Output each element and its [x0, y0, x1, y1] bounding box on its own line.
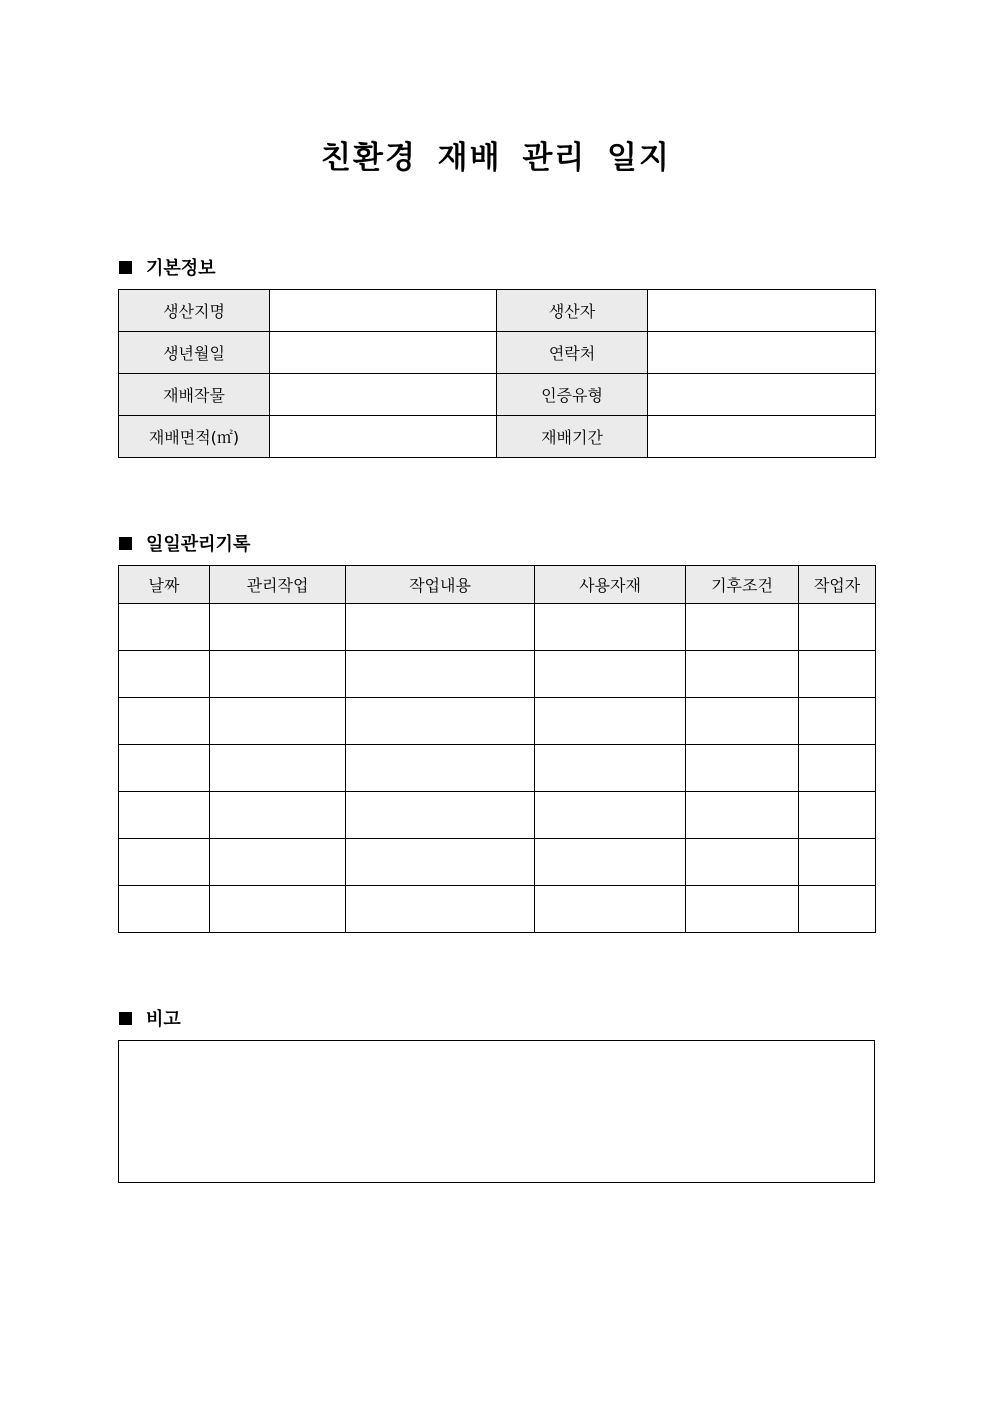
table-cell[interactable] [686, 886, 799, 933]
field-label-birthdate: 생년월일 [119, 332, 270, 374]
daily-record-table [118, 565, 876, 933]
table-cell[interactable] [535, 745, 686, 792]
certification-type-field[interactable] [648, 374, 876, 416]
table-cell[interactable] [686, 792, 799, 839]
table-cell[interactable] [210, 698, 346, 745]
field-label-cultivation-period: 재배기간 [497, 416, 648, 458]
field-label-certification-type: 인증유형 [497, 374, 648, 416]
table-cell[interactable] [799, 745, 876, 792]
table-row [119, 416, 876, 458]
table-row [119, 651, 876, 698]
table-cell[interactable] [686, 839, 799, 886]
table-cell[interactable] [535, 651, 686, 698]
field-label-contact: 연락처 [497, 332, 648, 374]
field-label-producing-area: 생산지명 [119, 290, 270, 332]
producer-field[interactable] [648, 290, 876, 332]
column-header-task-details: 작업내용 [346, 566, 535, 604]
table-cell[interactable] [346, 886, 535, 933]
section-heading-label: 비고 [146, 1009, 181, 1030]
table-row [119, 745, 876, 792]
table-cell[interactable] [210, 839, 346, 886]
table-cell[interactable] [210, 792, 346, 839]
table-cell[interactable] [346, 745, 535, 792]
field-label-crop: 재배작물 [119, 374, 270, 416]
table-cell[interactable] [210, 745, 346, 792]
table-row [119, 374, 876, 416]
table-cell[interactable] [119, 604, 210, 651]
table-cell[interactable] [210, 651, 346, 698]
cultivation-area-field[interactable] [270, 416, 497, 458]
table-row [119, 332, 876, 374]
table-row [119, 290, 876, 332]
table-cell[interactable] [119, 792, 210, 839]
table-cell[interactable] [210, 604, 346, 651]
table-cell[interactable] [799, 698, 876, 745]
table-cell[interactable] [346, 792, 535, 839]
table-cell[interactable] [799, 604, 876, 651]
table-cell[interactable] [535, 792, 686, 839]
column-header-worker: 작업자 [799, 566, 876, 604]
table-row [119, 886, 876, 933]
birthdate-field[interactable] [270, 332, 497, 374]
table-row [119, 839, 876, 886]
table-cell[interactable] [346, 698, 535, 745]
table-row [119, 604, 876, 651]
column-header-task: 관리작업 [210, 566, 346, 604]
table-cell[interactable] [535, 604, 686, 651]
table-cell[interactable] [346, 651, 535, 698]
contact-field[interactable] [648, 332, 876, 374]
field-label-producer: 생산자 [497, 290, 648, 332]
table-cell[interactable] [799, 651, 876, 698]
document-title: 친환경 재배 관리 일지 [321, 140, 671, 176]
section-heading-label: 일일관리기록 [146, 534, 251, 555]
column-header-date: 날짜 [119, 566, 210, 604]
section-heading-label: 기본정보 [146, 258, 216, 279]
crop-field[interactable] [270, 374, 497, 416]
basic-info-table [118, 289, 876, 458]
table-cell[interactable] [799, 839, 876, 886]
section-heading-remarks [119, 1005, 181, 1031]
table-cell[interactable] [799, 792, 876, 839]
table-cell[interactable] [210, 886, 346, 933]
table-cell[interactable] [119, 698, 210, 745]
table-cell[interactable] [346, 604, 535, 651]
column-header-weather: 기후조건 [686, 566, 799, 604]
section-heading-basic [119, 254, 216, 280]
table-cell[interactable] [686, 651, 799, 698]
cultivation-period-field[interactable] [648, 416, 876, 458]
square-bullet-icon [119, 261, 132, 274]
table-cell[interactable] [535, 886, 686, 933]
table-cell[interactable] [119, 839, 210, 886]
section-heading-daily [119, 530, 250, 556]
table-cell[interactable] [535, 698, 686, 745]
table-row [119, 792, 876, 839]
table-row [119, 698, 876, 745]
table-cell[interactable] [535, 839, 686, 886]
table-cell[interactable] [799, 886, 876, 933]
table-cell[interactable] [686, 604, 799, 651]
square-bullet-icon [119, 1012, 132, 1025]
table-cell[interactable] [119, 745, 210, 792]
producing-area-field[interactable] [270, 290, 497, 332]
square-bullet-icon [119, 537, 132, 550]
table-cell[interactable] [346, 839, 535, 886]
table-cell[interactable] [119, 886, 210, 933]
table-cell[interactable] [686, 698, 799, 745]
field-label-cultivation-area: 재배면적(㎡) [119, 416, 270, 458]
table-header-row [119, 566, 876, 604]
column-header-materials: 사용자재 [535, 566, 686, 604]
table-cell[interactable] [119, 651, 210, 698]
remarks-field[interactable] [118, 1040, 875, 1183]
table-cell[interactable] [686, 745, 799, 792]
